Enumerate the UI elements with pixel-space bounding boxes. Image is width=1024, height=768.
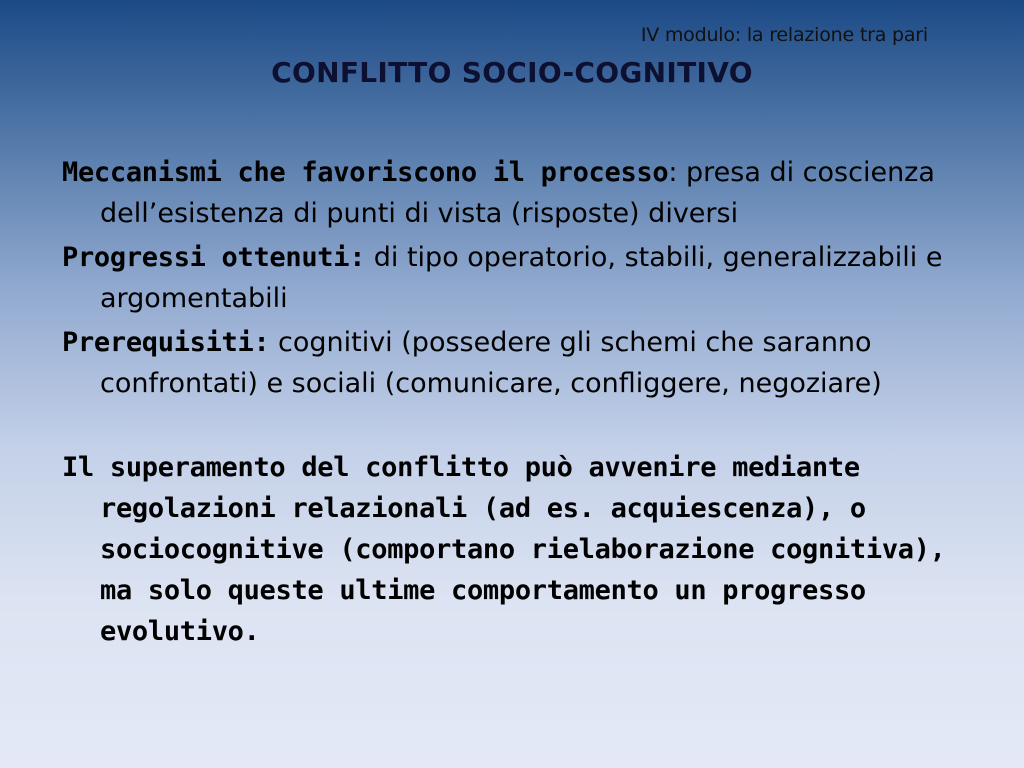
item-term: Prerequisiti: (62, 327, 270, 358)
list-item-progress (62, 237, 972, 319)
spacer (62, 404, 972, 447)
item-text: cognitivi (possedere gli schemi che saranno confrontati) e sociali (comunicare, confliggere, negoziare) (100, 327, 882, 399)
slide-title: CONFLITTO SOCIO-COGNITIVO (271, 56, 753, 89)
module-label: IV modulo: la relazione tra pari (640, 24, 928, 46)
list-item-prerequisites (62, 322, 972, 404)
conclusion-paragraph: Il superamento del conflitto può avvenire mediante regolazioni relazionali (ad es. acquiescenza), o sociocognitive (comportano rielaborazione cognitiva), ma solo queste ultime comportamento un progresso evolutivo. (62, 452, 946, 647)
item-term: Meccanismi che favoriscono il processo (62, 157, 669, 188)
item-separator: : (668, 157, 678, 188)
slide-body (62, 152, 972, 652)
list-item-mechanisms (62, 152, 972, 234)
item-text: di tipo operatorio, stabili, generalizzabili e argomentabili (100, 242, 943, 314)
item-term: Progressi ottenuti: (62, 242, 366, 273)
item-text: presa di coscienza dell’esistenza di punti di vista (risposte) diversi (100, 157, 935, 229)
